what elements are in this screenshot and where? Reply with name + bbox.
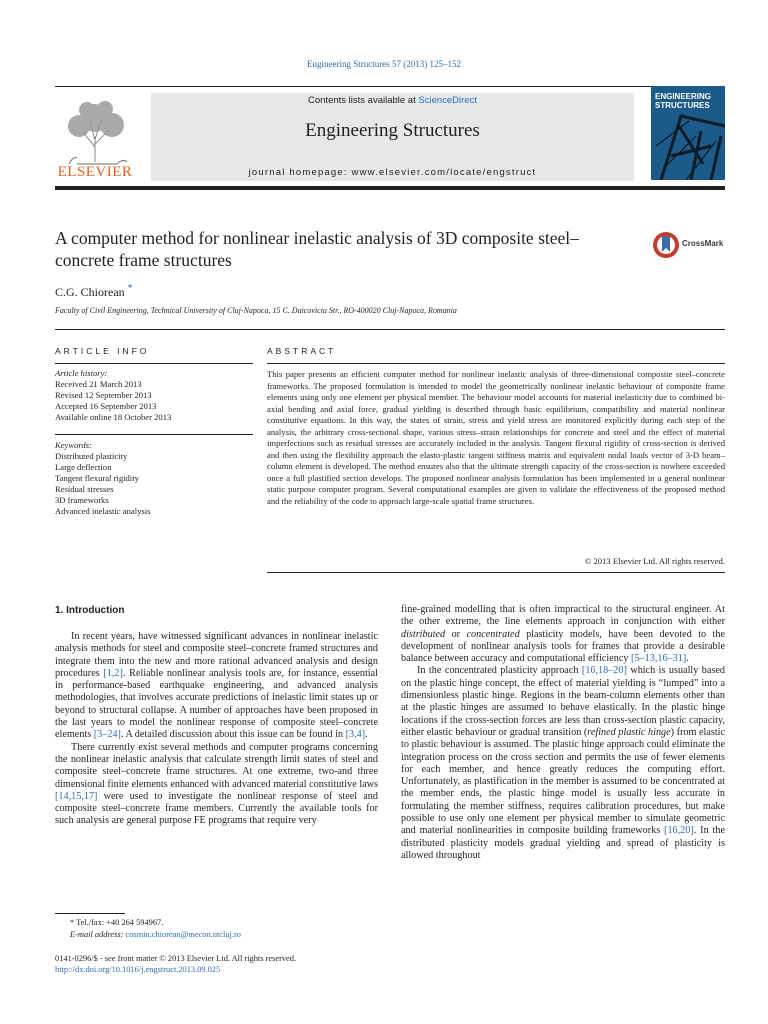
keyword-item: 3D frameworks xyxy=(55,495,109,505)
keyword-item: Residual stresses xyxy=(55,484,114,494)
issn-line: 0141-0296/$ - see front matter © 2013 Elsevier Ltd. All rights reserved. xyxy=(55,954,297,963)
reference-link[interactable]: [1,2] xyxy=(103,667,123,679)
keyword-item: Distributed plasticity xyxy=(55,451,128,461)
cover-title: ENGINEERING STRUCTURES xyxy=(655,92,712,110)
header-bottom-rule xyxy=(55,186,725,190)
history-received: Received 21 March 2013 xyxy=(55,379,142,389)
section-heading-introduction: 1. Introduction xyxy=(55,605,125,616)
abstract-text: This paper presents an efficient computer method for nonlinear inelastic analysis of three-dimensional composite steel–concrete frameworks. The proposed formulation is intended to model the geometrically nonlinear inelastic behaviour of composite frame elements using only one element per physical member. The behaviour model accounts for material inelasticity due to combined bi-axial bending and axial force, gradual yielding is described through basic equilibrium, compatibility and material nonlinear constitutive equations. In this way, the states of strain, stress and yield stress are monitored explicitly during each step of the analysis, the arbitrary cross-sectional shape, various stress–strain relationships for concrete and steel and the effect of material imperfections such as residual stresses are accurately included in the analysis. Tangent flexural rigidity of cross-section is derived and then using the flexibility approach the elasto-plastic tangent stiffness matrix and equivalent nodal loads vector of 3-D beam–column element is developed. The method ensures also that the ultimate strength capacity of the cross-section is nowhere exceeded once a full plastified section develops. The proposed nonlinear analysis formulation has been implemented in a general nonlinear static purpose computer program. Several computational examples are given to validate the effectiveness of the proposed method and the reliability of the code to approach large-scale spatial frame structures. xyxy=(267,369,725,506)
history-accepted: Accepted 16 September 2013 xyxy=(55,401,157,411)
abstract-heading: ABSTRACT xyxy=(267,346,337,356)
keyword-item: Large deflection xyxy=(55,462,112,472)
publisher-wordmark: ELSEVIER xyxy=(57,164,133,180)
author-footnote-mark[interactable]: * xyxy=(127,283,133,294)
sciencedirect-link[interactable]: ScienceDirect xyxy=(418,95,477,106)
abstract-copyright: © 2013 Elsevier Ltd. All rights reserved. xyxy=(584,556,725,566)
history-revised: Revised 12 September 2013 xyxy=(55,390,152,400)
author-footnote xyxy=(55,917,378,941)
crossmark-icon xyxy=(652,230,680,260)
body-paragraph: In recent years, have witnessed significant advances in nonlinear inelastic analysis methods for steel and composite steel–concrete framed structures and integrate them into the new and more rational advanced analysis and design procedures [1,2]. Reliable nonlinear analysis tools are, for instance, essential in performance-based earthquake engineering, and advanced analysis methodologies, that involves accurate predictions of inelastic limit states up or beyond to structural collapse. A number of approaches have been proposed in the last years to model the nonlinear response of composite steel–concrete elements [3–24]. A detailed discussion about this issue can be found in [3,4]. xyxy=(55,631,378,741)
reference-link[interactable]: [16,18–20] xyxy=(581,665,627,677)
keywords-block xyxy=(55,440,253,517)
journal-name: Engineering Structures xyxy=(305,120,480,141)
page-footer xyxy=(55,953,378,975)
footnote-rule xyxy=(55,913,125,914)
history-online: Available online 18 October 2013 xyxy=(55,412,172,422)
author-name: C.G. Chiorean xyxy=(55,285,125,299)
footnote-email xyxy=(55,929,378,941)
article-history xyxy=(55,368,253,423)
reference-link[interactable]: [14,15,17] xyxy=(55,790,98,802)
keywords-label: Keywords: xyxy=(55,440,92,450)
reference-link[interactable]: [3–24] xyxy=(93,729,121,741)
doi-link[interactable]: http://dx.doi.org/10.1016/j.engstruct.2013.09.025 xyxy=(55,965,221,974)
article-info-rule xyxy=(55,363,253,364)
author-line xyxy=(55,283,133,300)
contents-availability xyxy=(151,95,634,106)
contents-prefix: Contents lists available at xyxy=(308,95,419,106)
email-link[interactable]: cosmin.chiorean@mecon.utcluj.ro xyxy=(125,930,241,939)
reference-link[interactable]: [16,20] xyxy=(664,825,694,837)
reference-link[interactable]: [5–13,16–31] xyxy=(631,653,687,665)
history-label: Article history: xyxy=(55,368,108,378)
info-top-rule xyxy=(55,329,725,330)
footnote-mark: * xyxy=(70,918,75,927)
keywords-rule xyxy=(55,434,253,435)
abstract-bottom-rule xyxy=(267,572,725,573)
header-top-rule xyxy=(55,86,725,87)
crossmark-label: CrossMark xyxy=(682,239,724,248)
journal-homepage[interactable]: journal homepage: www.elsevier.com/locate/engstruct xyxy=(248,167,537,178)
author-affiliation: Faculty of Civil Engineering, Technical University of Cluj-Napoca, 15 C. Daicoviciu Str., RO-400020 Cluj-Napoca, Romania xyxy=(55,306,457,315)
journal-citation-link[interactable]: Engineering Structures 57 (2013) 125–152 xyxy=(307,59,461,69)
article-info-heading: ARTICLE INFO xyxy=(55,346,150,356)
body-paragraph: There currently exist several methods and computer programs concerning the nonlinear inelastic analysis that calculate strength limit states of steel and composite steel–concrete frame structures. At one extreme, two-and three dimensional finite elements enhanced with advanced material constitutive laws [14,15,17] were used to investigate the nonlinear response of steel and composite steel–concrete frame members. Currently the available tools for such analysis are general purpose FE programs that require very xyxy=(55,741,378,827)
body-left-column xyxy=(55,631,378,828)
abstract-rule xyxy=(267,363,725,364)
body-paragraph: fine-grained modelling that is often impractical to the structural engineer. At the other extreme, the line elements approach in conjunction with either distributed or concentrated plasticity models, have been devoted to the development of nonlinear analysis tools for frames that provide a desirable balance between accuracy and computational efficiency [5–13,16–31]. xyxy=(401,604,725,665)
body-paragraph: In the concentrated plasticity approach [16,18–20] which is usually based on the plastic hinge concept, the effect of material yielding is “lumped” into a dimensionless plastic hinge. Regions in the beam-column elements other than at the plastic hinges are assumed to behave elastically. In the plastic hinge locations if the cross-section forces are less than cross-section plastic capacity, either elastic behaviour or gradual transition (refined plastic hinge) from elastic to plastic behaviour is assumed. The plastic hinge approach could eliminate the integration process on the cross section and permits the use of fewer elements for each member, and hence greatly reduces the computing effort. Unfortunately, as plastification in the member is assumed to be concentrated at the member ends, the plastic hinge model is usually less accurate in formulating the member stiffness, requires calibration procedures, but make possible to use only one element per physical member to simulate geometric and material nonlinearities in composite building frameworks [16,20]. In the distributed plasticity models gradual yielding and spread of plasticity is allowed throughout xyxy=(401,665,726,861)
journal-cover-image[interactable] xyxy=(651,86,725,180)
cover-structure-graphic xyxy=(651,86,725,180)
crossmark-badge[interactable] xyxy=(652,230,727,260)
keyword-item: Tangent flexural rigidity xyxy=(55,473,139,483)
email-label: E-mail address: xyxy=(70,930,126,939)
keyword-item: Advanced inelastic analysis xyxy=(55,506,151,516)
reference-link[interactable]: [3,4] xyxy=(345,729,366,741)
body-right-column xyxy=(401,604,725,862)
footnote-tel: * Tel./fax: +40 264 594967. xyxy=(70,918,164,927)
article-title: A computer method for nonlinear inelastic analysis of 3D composite steel–concrete frame structures xyxy=(55,228,579,270)
